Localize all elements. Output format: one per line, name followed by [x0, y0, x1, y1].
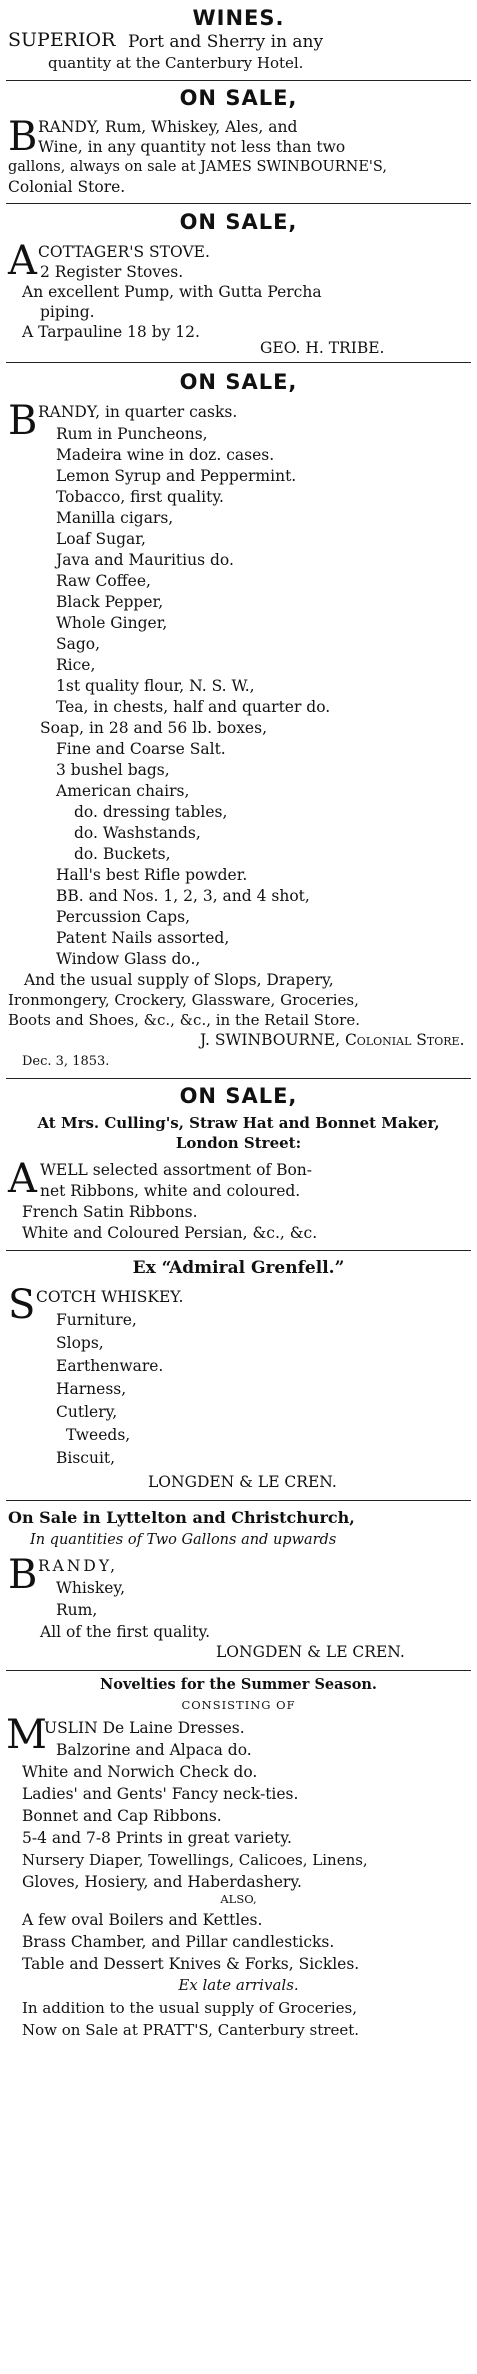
sale3-heading: ON SALE,: [179, 370, 298, 394]
list-item: Tweeds,: [66, 1426, 131, 1444]
list-item: Cutlery,: [56, 1403, 118, 1421]
list-item: Table and Dessert Knives & Forks, Sickles.: [22, 1955, 360, 1973]
list-item: Bonnet and Cap Ribbons.: [22, 1807, 222, 1825]
list-item: Lemon Syrup and Peppermint.: [56, 467, 297, 485]
lyttelton-drop-cap: B: [8, 1552, 38, 1598]
list-item: do. dressing tables,: [74, 803, 228, 821]
sale1-line-1: RANDY, Rum, Whiskey, Ales, and: [38, 118, 298, 136]
list-item: All of the first quality.: [40, 1623, 211, 1641]
list-item: Whiskey,: [56, 1579, 126, 1597]
sale2-line-3: An excellent Pump, with Gutta Percha: [22, 283, 322, 301]
sale3-drop-cap: B: [8, 398, 38, 444]
list-item: do. Washstands,: [74, 824, 201, 842]
lyttelton-first-line: RANDY,: [38, 1557, 119, 1575]
novelties-first-line: USLIN De Laine Dresses.: [44, 1719, 245, 1737]
novelties-heading: Novelties for the Summer Season.: [100, 1676, 377, 1693]
sale1-drop-cap: B: [8, 114, 38, 160]
list-item: Window Glass do.,: [56, 950, 201, 968]
list-item: Ladies' and Gents' Fancy neck-ties.: [22, 1785, 299, 1803]
list-item: 1st quality flour, N. S. W.,: [56, 677, 255, 695]
rule: [6, 1078, 471, 1079]
novelties-consisting: CONSISTING OF: [181, 1698, 296, 1712]
list-item: Loaf Sugar,: [56, 530, 146, 548]
wines-heading: WINES.: [192, 6, 285, 30]
list-item: Tobacco, first quality.: [56, 488, 224, 506]
lyttelton-signature: LONGDEN & LE CREN.: [216, 1643, 405, 1661]
sale4-sub-1: At Mrs. Culling's, Straw Hat and Bonnet Maker,: [37, 1114, 440, 1132]
list-item: Raw Coffee,: [56, 572, 151, 590]
list-item: A few oval Boilers and Kettles.: [22, 1911, 263, 1929]
list-item: White and Norwich Check do.: [22, 1763, 258, 1781]
sale4-sub-2: London Street:: [175, 1134, 302, 1152]
lyttelton-sub: In quantities of Two Gallons and upwards: [30, 1532, 337, 1548]
rule: [6, 80, 471, 81]
list-item: Rum in Puncheons,: [56, 425, 208, 443]
list-item: Tea, in chests, half and quarter do.: [56, 698, 331, 716]
list-item: Patent Nails assorted,: [56, 929, 230, 947]
novelties-end-2: Now on Sale at PRATT'S, Canterbury street.: [22, 2021, 359, 2039]
sale1-line-4: Colonial Store.: [8, 178, 126, 196]
sale4-drop-cap: A: [8, 1156, 37, 1202]
whiskey-heading: Ex “Admiral Grenfell.”: [132, 1258, 345, 1278]
list-item: Gloves, Hosiery, and Haberdashery.: [22, 1873, 302, 1891]
sale4-line-1: WELL selected assortment of Bon-: [40, 1161, 313, 1179]
sale2-line-1: COTTAGER'S STOVE.: [38, 243, 210, 261]
sale4-line-4: White and Coloured Persian, &c., &c.: [22, 1224, 318, 1242]
list-item: do. Buckets,: [74, 845, 171, 863]
list-item: Fine and Coarse Salt.: [56, 740, 226, 758]
wines-line-1: Port and Sherry in any: [128, 32, 324, 52]
list-item: Whole Ginger,: [56, 614, 168, 632]
list-item: Percussion Caps,: [56, 908, 190, 926]
sale3-signature: J. SWINBOURNE, Colonial Store.: [200, 1031, 465, 1049]
novelties-also: ALSO,: [220, 1892, 257, 1906]
list-item: Sago,: [56, 635, 101, 653]
whiskey-first-line: COTCH WHISKEY.: [36, 1288, 184, 1306]
list-item: Slops,: [56, 1334, 104, 1352]
list-item: Rum,: [56, 1601, 98, 1619]
list-item: 5-4 and 7-8 Prints in great variety.: [22, 1829, 292, 1847]
list-item: Earthenware.: [56, 1357, 164, 1375]
list-item: Hall's best Rifle powder.: [56, 866, 248, 884]
rule: [6, 1500, 471, 1501]
rule: [6, 362, 471, 363]
sale3-tail-2: Ironmongery, Crockery, Glassware, Groceries,: [8, 991, 359, 1009]
list-item: Soap, in 28 and 56 lb. boxes,: [40, 719, 267, 737]
sale1-heading: ON SALE,: [179, 86, 298, 110]
sale2-line-4: piping.: [40, 303, 95, 321]
sale4-heading: ON SALE,: [179, 1084, 298, 1108]
rule: [6, 203, 471, 204]
whiskey-signature: LONGDEN & LE CREN.: [148, 1473, 337, 1491]
list-item: Brass Chamber, and Pillar candlesticks.: [22, 1933, 335, 1951]
list-item: American chairs,: [56, 782, 190, 800]
list-item: Biscuit,: [56, 1449, 116, 1467]
wines-line-2: quantity at the Canterbury Hotel.: [48, 54, 304, 72]
novelties-end-1: In addition to the usual supply of Groceries,: [22, 1999, 357, 2017]
list-item: Furniture,: [56, 1311, 137, 1329]
list-item: Java and Mauritius do.: [56, 551, 234, 569]
sale3-tail-3: Boots and Shoes, &c., &c., in the Retail Store.: [8, 1011, 360, 1029]
sale3-date: Dec. 3, 1853.: [22, 1054, 110, 1069]
sale4-line-2: net Ribbons, white and coloured.: [40, 1182, 301, 1200]
list-item: Black Pepper,: [56, 593, 164, 611]
list-item: Harness,: [56, 1380, 127, 1398]
list-item: Rice,: [56, 656, 96, 674]
rule: [6, 1670, 471, 1671]
novelties-drop-cap: M: [6, 1712, 47, 1758]
list-item: Nursery Diaper, Towellings, Calicoes, Linens,: [22, 1851, 368, 1869]
rule: [6, 1250, 471, 1251]
list-item: Manilla cigars,: [56, 509, 174, 527]
list-item: Balzorine and Alpaca do.: [56, 1741, 252, 1759]
sale1-line-2: Wine, in any quantity not less than two: [38, 138, 346, 156]
sale3-first-line: RANDY, in quarter casks.: [38, 403, 238, 421]
list-item: 3 bushel bags,: [56, 761, 170, 779]
sale2-line-2: 2 Register Stoves.: [40, 263, 184, 281]
sale3-tail-1: And the usual supply of Slops, Drapery,: [24, 971, 334, 989]
list-item: Madeira wine in doz. cases.: [56, 446, 275, 464]
sale4-line-3: French Satin Ribbons.: [22, 1203, 198, 1221]
sale2-line-5: A Tarpauline 18 by 12.: [22, 323, 200, 341]
sale2-heading: ON SALE,: [179, 210, 298, 234]
wines-line-1-cap: SUPERIOR: [8, 29, 116, 51]
list-item: BB. and Nos. 1, 2, 3, and 4 shot,: [56, 887, 310, 905]
lyttelton-heading: On Sale in Lyttelton and Christchurch,: [8, 1508, 355, 1527]
sale1-line-3: gallons, always on sale at JAMES SWINBOURNE'S,: [8, 159, 387, 175]
sale2-signature: GEO. H. TRIBE.: [260, 339, 385, 357]
novelties-late: Ex late arrivals.: [178, 1976, 299, 1994]
whiskey-drop-cap: S: [8, 1282, 36, 1328]
sale2-drop-cap: A: [8, 238, 37, 284]
